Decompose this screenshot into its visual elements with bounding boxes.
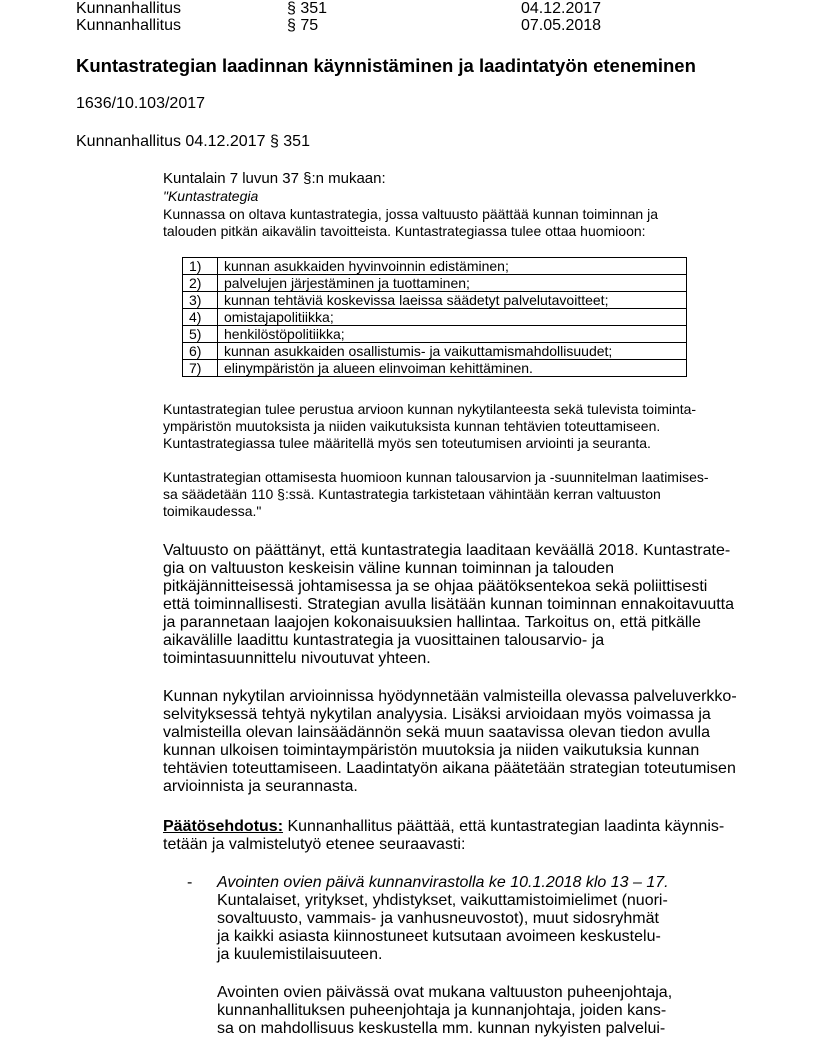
- table-row: [183, 360, 687, 377]
- record-number: 1636/10.103/2017: [76, 95, 206, 112]
- text-line: että toiminnallisesti. Strategian avulla lisätään kunnan toiminnan ennakoitavuutta: [163, 596, 735, 613]
- bullet-paragraph-2: [217, 984, 816, 1038]
- text-line: Kuntastrategian tulee perustua arvioon kunnan nykytilanteesta sekä tulevista toiminta-: [163, 401, 697, 417]
- header-row-2-body: Kunnanhallitus: [76, 17, 181, 34]
- text-line: ympäristön muutoksista ja niiden vaikutuksista kunnan tehtävien toteuttamiseen.: [163, 418, 661, 434]
- item-text: omistajapolitiikka;: [218, 309, 687, 326]
- text-line: aikavälille laadittu kuntastrategia ja vuosittainen talousarvio- ja: [163, 632, 605, 649]
- item-number: 6): [183, 343, 218, 360]
- text-line: toimikaudessa.": [163, 503, 262, 519]
- text-line: pitkäjännitteisessä johtamisessa ja se ohjaa päätöksentekoa sekä poliittisesti: [163, 578, 708, 595]
- text-line: kunnan ulkoisen toimintaympäristön muutoksia ja niiden vaikutuksia kunnan: [163, 742, 700, 759]
- strategy-items-table: [182, 257, 687, 377]
- item-number: 2): [183, 275, 218, 292]
- proposal-label: Päätösehdotus:: [163, 818, 284, 835]
- item-number: 3): [183, 292, 218, 309]
- item-text: elinympäristön ja alueen elinvoiman kehittäminen.: [218, 360, 687, 377]
- text-line: ja kaikki asiasta kiinnostuneet kutsutaan avoimeen keskustelu-: [217, 928, 661, 945]
- text-line: valmisteilla olevan lainsäädännön sekä muun saatavissa olevan tiedon avulla: [163, 724, 711, 741]
- text-line: tetään ja valmistelutyö etenee seuraavasti:: [163, 836, 466, 853]
- body-paragraph-1: [163, 542, 763, 668]
- text-line: Kunnan nykytilan arvioinnissa hyödynnetään valmisteilla olevassa palveluverkko-: [163, 688, 737, 705]
- text-line: sa säädetään 110 §:ssä. Kuntastrategia tarkistetaan vähintään kerran valtuuston: [163, 486, 661, 502]
- meeting-reference: Kunnanhallitus 04.12.2017 § 351: [76, 133, 310, 150]
- quote-paragraph-1: [163, 206, 763, 240]
- table-row: [183, 326, 687, 343]
- text-line: talouden pitkän aikavälin tavoitteista. Kuntastrategiassa tulee ottaa huomioon:: [163, 223, 646, 239]
- item-text: palvelujen järjestäminen ja tuottaminen;: [218, 275, 687, 292]
- header-row-1-section: § 351: [287, 0, 328, 17]
- table-row: [183, 258, 687, 275]
- text-line: Kuntastrategian ottamisesta huomioon kunnan talousarvion ja -suunnitelman laatimises-: [163, 469, 709, 485]
- text-line: Kuntalaiset, yritykset, yhdistykset, vaikuttamistoimielimet (nuori-: [217, 892, 668, 909]
- item-number: 1): [183, 258, 218, 275]
- text-line: Kuntastrategiassa tulee määritellä myös sen toteutumisen arviointi ja seuranta.: [163, 435, 651, 451]
- table-row: [183, 275, 687, 292]
- text-line: Kunnassa on oltava kuntastrategia, jossa valtuusto päättää kunnan toiminnan ja: [163, 206, 658, 222]
- table-row: [183, 343, 687, 360]
- text-line: selvityksessä tehtyä nykytilan analyysia. Lisäksi arvioidaan myös voimassa ja: [163, 706, 711, 723]
- text-line: Avointen ovien päivässä ovat mukana valtuuston puheenjohtaja,: [217, 984, 673, 1001]
- item-text: kunnan asukkaiden osallistumis- ja vaikuttamismahdollisuudet;: [218, 343, 687, 360]
- item-text: henkilöstöpolitiikka;: [218, 326, 687, 343]
- quote-heading: "Kuntastrategia: [163, 188, 259, 204]
- body-paragraph-2: [163, 688, 763, 796]
- text-line: gia on valtuuston keskeisin väline kunnan toiminnan ja talouden: [163, 560, 614, 577]
- item-number: 5): [183, 326, 218, 343]
- bullet-content: [217, 874, 816, 964]
- text-line: tehtävien toteuttamiseen. Laadintatyön aikana päätetään strategian toteutumisen: [163, 760, 736, 777]
- text-line: toimintasuunnittelu nivoutuvat yhteen.: [163, 650, 431, 667]
- text-line: ja kuulemistilaisuuteen.: [217, 946, 383, 963]
- quote-paragraph-2: [163, 401, 763, 452]
- quote-intro: Kuntalain 7 luvun 37 §:n mukaan:: [163, 170, 386, 187]
- item-text: kunnan tehtäviä koskevissa laeissa säädetyt palvelutavoitteet;: [218, 292, 687, 309]
- header-row-2-date: 07.05.2018: [521, 17, 602, 34]
- header-row-2-section: § 75: [287, 17, 319, 34]
- text-line: ja parannetaan laajojen kokonaisuuksien hallintaa. Tarkoitus on, että pitkälle: [163, 614, 701, 631]
- item-number: 4): [183, 309, 218, 326]
- item-number: 7): [183, 360, 218, 377]
- text-line: sa on mahdollisuus keskustella mm. kunnan nykyisten palvelui-: [217, 1020, 666, 1037]
- header-row-1-body: Kunnanhallitus: [76, 0, 181, 17]
- header-row-1-date: 04.12.2017: [521, 0, 602, 17]
- item-text: kunnan asukkaiden hyvinvoinnin edistäminen;: [218, 258, 687, 275]
- table-row: [183, 309, 687, 326]
- decision-proposal: [163, 818, 763, 854]
- text-line: sovaltuusto, vammais- ja vanhusneuvostot), muut sidosryhmät: [217, 910, 659, 927]
- bullet-italic-line: Avointen ovien päivä kunnanvirastolla ke 10.1.2018 klo 13 – 17.: [217, 874, 669, 891]
- text-line: kunnanhallituksen puheenjohtaja ja kunnanjohtaja, joiden kans-: [217, 1002, 667, 1019]
- bullet-marker: -: [187, 874, 193, 891]
- text-line: arvioinnista ja seurannasta.: [163, 778, 358, 795]
- quote-paragraph-3: [163, 469, 763, 520]
- text-line: Valtuusto on päättänyt, että kuntastrategia laaditaan keväällä 2018. Kuntastrate-: [163, 542, 731, 559]
- proposal-text: Kunnanhallitus päättää, että kuntastrategian laadinta käynnis-: [283, 818, 725, 835]
- table-row: [183, 292, 687, 309]
- page-title: Kuntastrategian laadinnan käynnistäminen ja laadintatyön eteneminen: [76, 55, 696, 76]
